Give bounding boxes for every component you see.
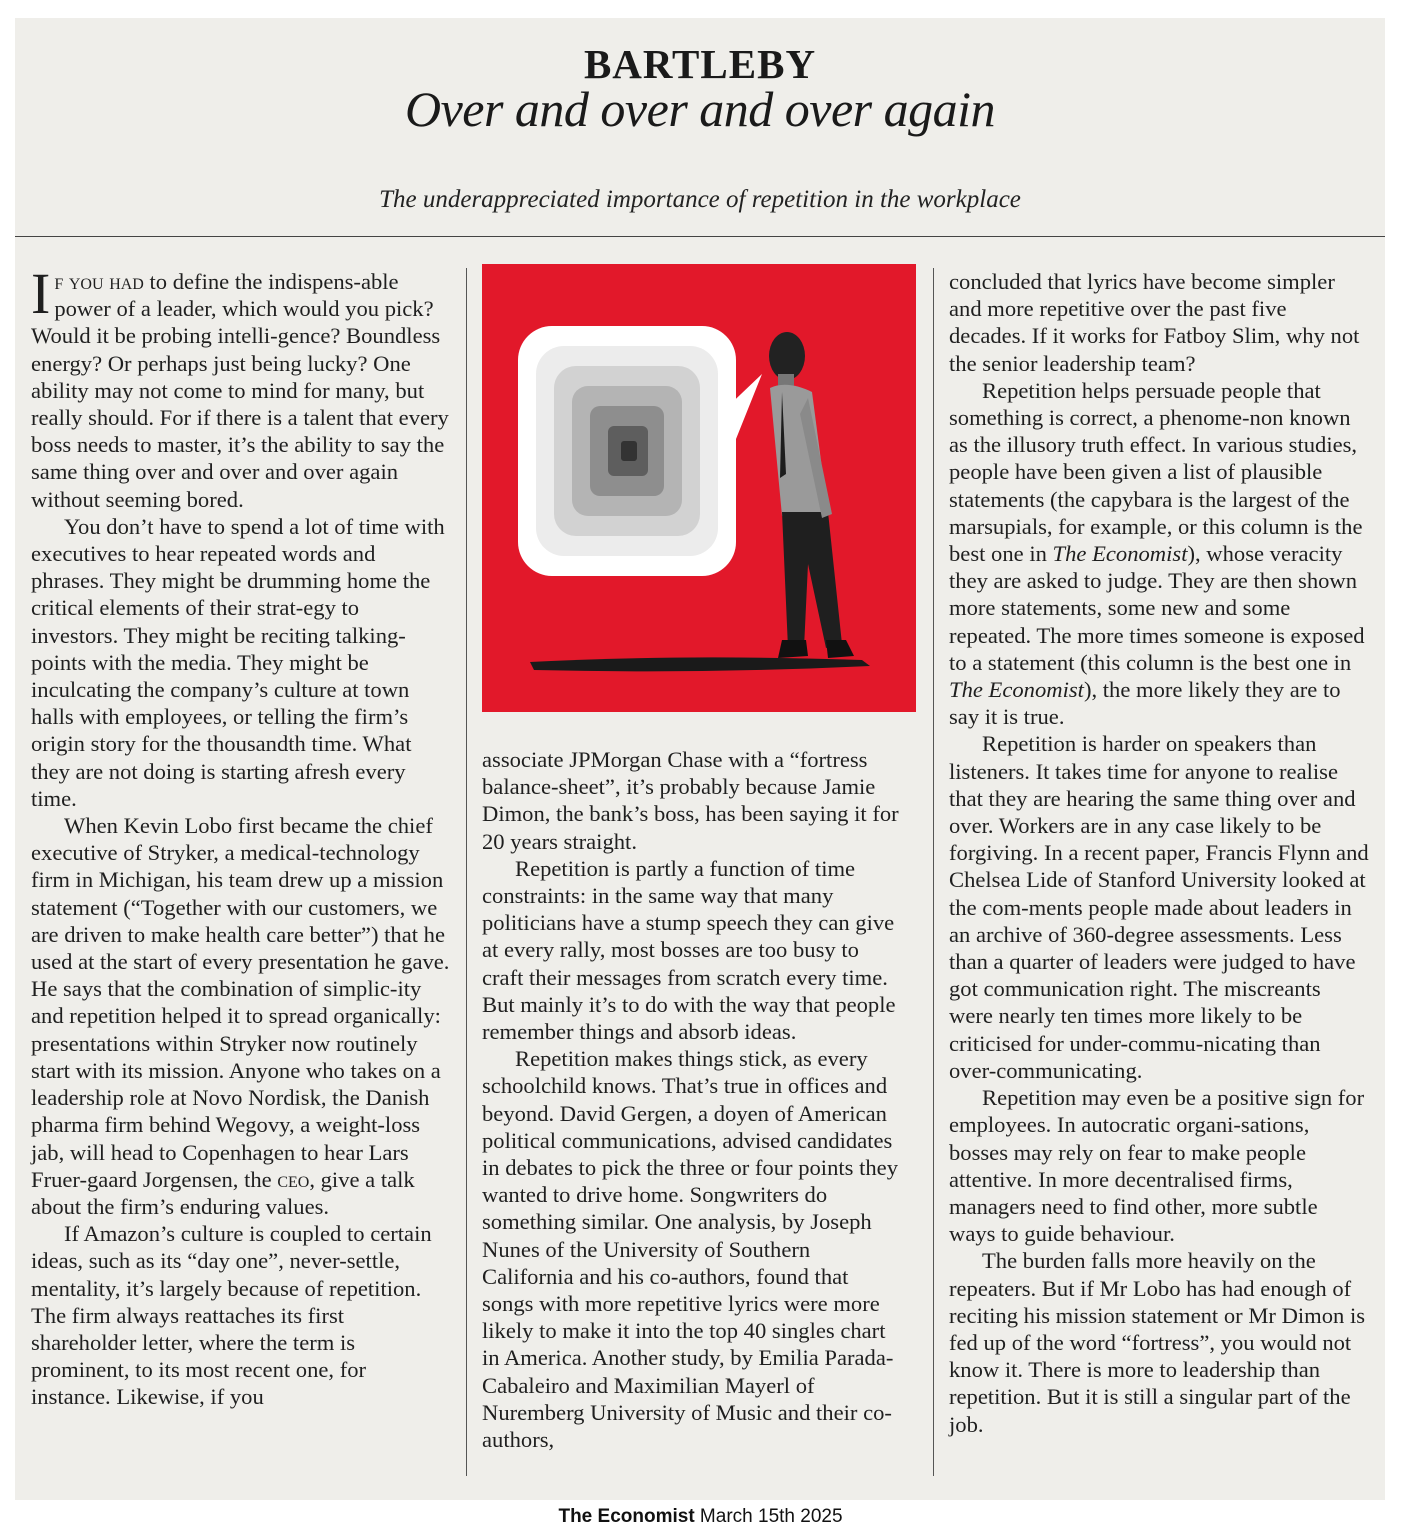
drop-cap: I bbox=[31, 261, 51, 326]
paragraph: concluded that lyrics have become simpler and more repetitive over the past five decades. If it works for Fatboy Slim, why not the senior leadership team? bbox=[949, 269, 1360, 376]
article-header bbox=[15, 18, 1385, 236]
column-3 bbox=[949, 268, 1369, 1438]
illustration bbox=[482, 264, 916, 712]
header-divider bbox=[15, 236, 1385, 237]
paragraph: Repetition may even be a positive sign for employees. In autocratic organi-sations, bosses may rely on fear to make people attentive. In more decentralised firms, managers need to find other, more subtle ways to guide behaviour. bbox=[949, 1085, 1365, 1247]
lead-in: f you had bbox=[54, 269, 144, 294]
paragraph: You don’t have to spend a lot of time with executives to hear repeated words and phrases. They might be drumming home the critical elements of their strat-egy to investors. They might be reciting talking-points with the media. They might be inculcating the company’s culture at town halls with employees, or telling the firm’s origin story for the thousandth time. What they are not doing is starting afresh every time. bbox=[31, 513, 445, 811]
column-2 bbox=[482, 746, 902, 1453]
speech-bubble-illustration bbox=[482, 264, 916, 712]
column-rule bbox=[466, 268, 467, 1476]
publication-name: The Economist bbox=[558, 1506, 695, 1527]
paragraph: If you had to define the indispens-able power of a leader, which would you pick? Would it be probing intelli-gence? Boundless energy? Or perhaps just being lucky? One ability may not come to mind for many, but really should. For if there is a talent that every boss needs to master, it’s the ability to say the same thing over and over and over again without seeming bored. bbox=[31, 261, 449, 512]
column-kicker: BARTLEBY bbox=[583, 41, 817, 87]
issue-date: March 15th 2025 bbox=[694, 1506, 843, 1527]
column-rule bbox=[933, 268, 934, 1476]
headline: Over and over and over again bbox=[404, 81, 996, 137]
paragraph: Repetition helps persuade people that something is correct, a phenome-non known as the illusory truth effect. In various studies, people have been given a list of plausible statements (the capybara is the largest of the marsupials, for example, or this column is the best one in The Economist), whose veracity they are asked to judge. They are then shown more statements, some new and some repeated. The more times someone is exposed to a statement (this column is the best one in The Economist), the more likely they are to say it is true. bbox=[949, 377, 1365, 730]
publication-footer bbox=[0, 1506, 1401, 1528]
column-1 bbox=[31, 261, 451, 1411]
paragraph: Repetition is harder on speakers than listeners. It takes time for anyone to realise that they are hearing the same thing over and over. Workers are in any case likely to be forgiving. In a recent paper, Francis Flynn and Chelsea Lide of Stanford University looked at the com-ments people made about leaders in an archive of 360-degree assessments. Less than a quarter of leaders were judged to have got communication right. The miscreants were nearly ten times more likely to be criticised for under-commu-nicating than over-communicating. bbox=[949, 731, 1369, 1083]
paragraph: If Amazon’s culture is coupled to certain ideas, such as its “day one”, never-settle, mentality, it’s largely because of repetition. The firm always reattaches its first shareholder letter, where the term is prominent, to its most recent one, for instance. Likewise, if you bbox=[31, 1221, 432, 1410]
paragraph: Repetition makes things stick, as every schoolchild knows. That’s true in offices and beyond. David Gergen, a doyen of American political communications, advised candidates in debates to pick the three or four points they wanted to drive home. Songwriters do something similar. One analysis, by Joseph Nunes of the University of Southern California and his co-authors, found that songs with more repetitive lyrics were more likely to make it into the top 40 singles chart in America. Another study, by Emilia Parada-Cabaleiro and Maximilian Mayerl of Nuremberg University of Music and their co-authors, bbox=[482, 1046, 898, 1453]
standfirst: The underappreciated importance of repetition in the workplace bbox=[379, 186, 1021, 213]
article-page bbox=[15, 18, 1385, 1500]
paragraph: Repetition is partly a function of time constraints: in the same way that many politicians have a stump speech they can give at every rally, most bosses are too busy to craft their messages from scratch every time. But mainly it’s to do with the way that people remember things and absorb ideas. bbox=[482, 855, 896, 1045]
paragraph: The burden falls more heavily on the repeaters. But if Mr Lobo has had enough of reciting his mission statement or Mr Dimon is fed up of the word “fortress”, you would not know it. There is more to leadership than repetition. But it is still a singular part of the job. bbox=[949, 1248, 1366, 1437]
paragraph: When Kevin Lobo first became the chief executive of Stryker, a medical-technology firm in Michigan, his team drew up a mission statement (“Together with our customers, we are driven to make health care better”) that he used at the start of every presentation he gave. He says that the combination of simplic-ity and repetition helped it to spread organically: presentations within Stryker now routinely start with its mission. Anyone who takes on a leadership role at Novo Nordisk, the Danish pharma firm behind Wegovy, a weight-loss jab, will head to Copenhagen to hear Lars Fruer-gaard Jorgensen, the ceo, give a talk about the firm’s enduring values. bbox=[31, 813, 450, 1219]
paragraph: associate JPMorgan Chase with a “fortress balance-sheet”, it’s probably because Jamie Dimon, the bank’s boss, has been saying it for 20 years straight. bbox=[482, 747, 899, 854]
